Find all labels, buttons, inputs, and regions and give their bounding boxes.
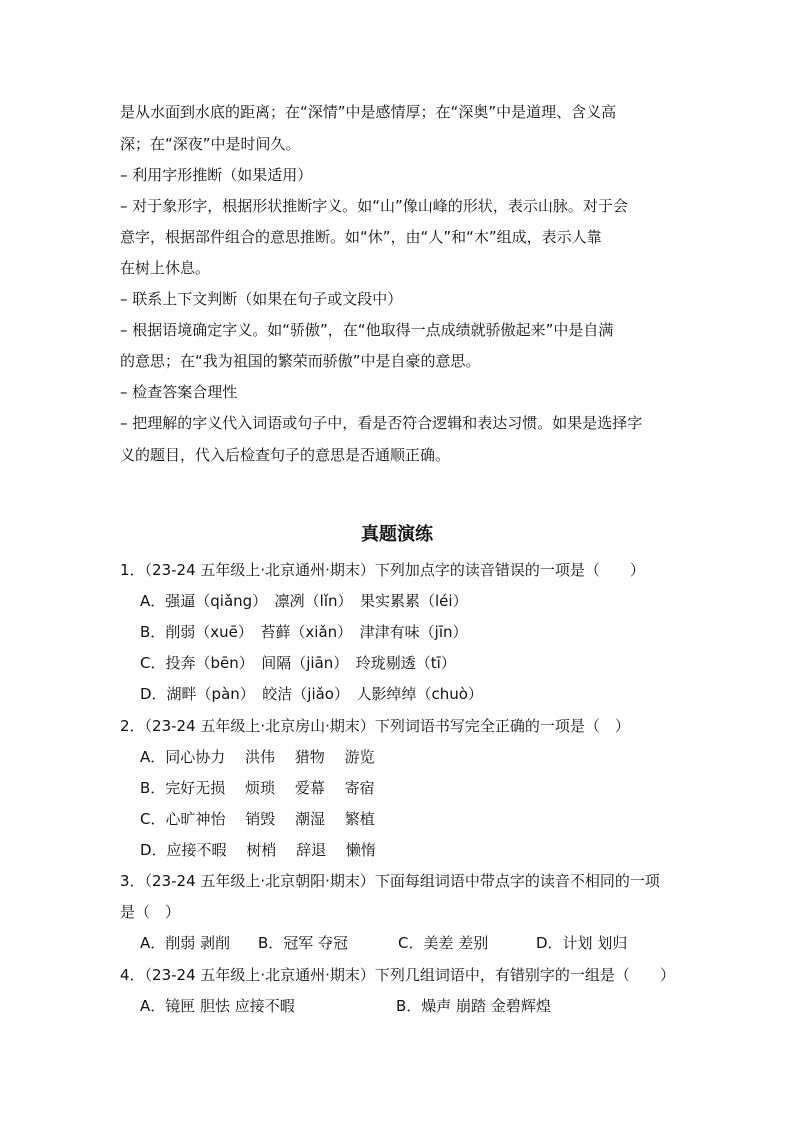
question-3-option-b: B．冠军 夺冠	[258, 934, 349, 952]
notes-line: – 把理解的字义代入词语或句子中，看是否符合逻辑和表达习惯。如果是选择字	[120, 414, 643, 432]
question-1-option-d: D．湖畔（pàn） 皎洁（jiǎo） 人影绰绰（chuò）	[140, 685, 483, 703]
question-1-option-b: B．削弱（xuē） 苔藓（xiǎn） 津津有味（jīn）	[140, 623, 468, 641]
question-4-option-b: B．燥声 崩踏 金碧辉煌	[396, 997, 551, 1015]
question-3-option-a: A．削弱 剥削	[140, 934, 231, 952]
question-3-stem-cont: 是（ ）	[120, 903, 181, 921]
notes-line: – 联系上下文判断（如果在句子或文段中）	[120, 290, 403, 308]
notes-line: 的意思；在“我为祖国的繁荣而骄傲”中是自豪的意思。	[120, 352, 481, 370]
notes-line: 深；在“深夜”中是时间久。	[120, 135, 301, 153]
notes-line: 意字，根据部件组合的意思推断。如“休”，由“人”和“木”组成，表示人靠	[120, 228, 602, 246]
question-2-option-b: B．完好无损 烦琐 爱幕 寄宿	[140, 779, 375, 797]
question-2-stem: 2．（23-24 五年级上·北京房山·期末）下列词语书写完全正确的一项是（ ）	[120, 717, 630, 735]
notes-line: – 根据语境确定字义。如“骄傲”，在“他取得一点成绩就骄傲起来”中是自满	[120, 321, 614, 339]
question-2-option-d: D．应接不暇 树梢 辞退 懒惰	[140, 841, 376, 859]
question-3-option-d: D．计划 划归	[536, 934, 628, 952]
notes-line: 是从水面到水底的距离；在“深情”中是感情厚；在“深奥”中是道理、含义高	[120, 103, 617, 121]
question-4-stem: 4．（23-24 五年级上·北京通州·期末）下列几组词语中，有错别字的一组是（ ）	[120, 966, 675, 984]
notes-line: – 检查答案合理性	[120, 383, 238, 401]
section-title: 真题演练	[361, 524, 433, 545]
question-4-options	[140, 996, 700, 1016]
question-3-option-c: C．美差 差别	[398, 934, 489, 952]
notes-line: 在树上休息。	[120, 259, 211, 277]
notes-line: – 对于象形字，根据形状推断字义。如“山”像山峰的形状，表示山脉。对于会	[120, 197, 628, 215]
question-2-option-c: C．心旷神怡 销毁 潮湿 繁植	[140, 810, 375, 828]
question-3-options	[140, 933, 700, 953]
question-4-option-a: A．镜匣 胆怯 应接不暇	[140, 997, 295, 1015]
notes-line: – 利用字形推断（如果适用）	[120, 166, 313, 184]
question-1-stem: 1．（23-24 五年级上·北京通州·期末）下列加点字的读音错误的一项是（ ）	[120, 561, 645, 579]
question-2-option-a: A．同心协力 洪伟 猎物 游览	[140, 748, 375, 766]
question-1-option-a: A．强逼（qiǎng） 凛冽（lǐn） 果实累累（léi）	[140, 592, 468, 610]
question-1-option-c: C．投奔（bēn） 间隔（jiān） 玲珑剔透（tī）	[140, 654, 456, 672]
notes-line: 义的题目，代入后检查句子的意思是否通顺正确。	[120, 446, 451, 464]
question-3-stem: 3．（23-24 五年级上·北京朝阳·期末）下面每组词语中带点字的读音不相同的一项	[120, 872, 660, 890]
